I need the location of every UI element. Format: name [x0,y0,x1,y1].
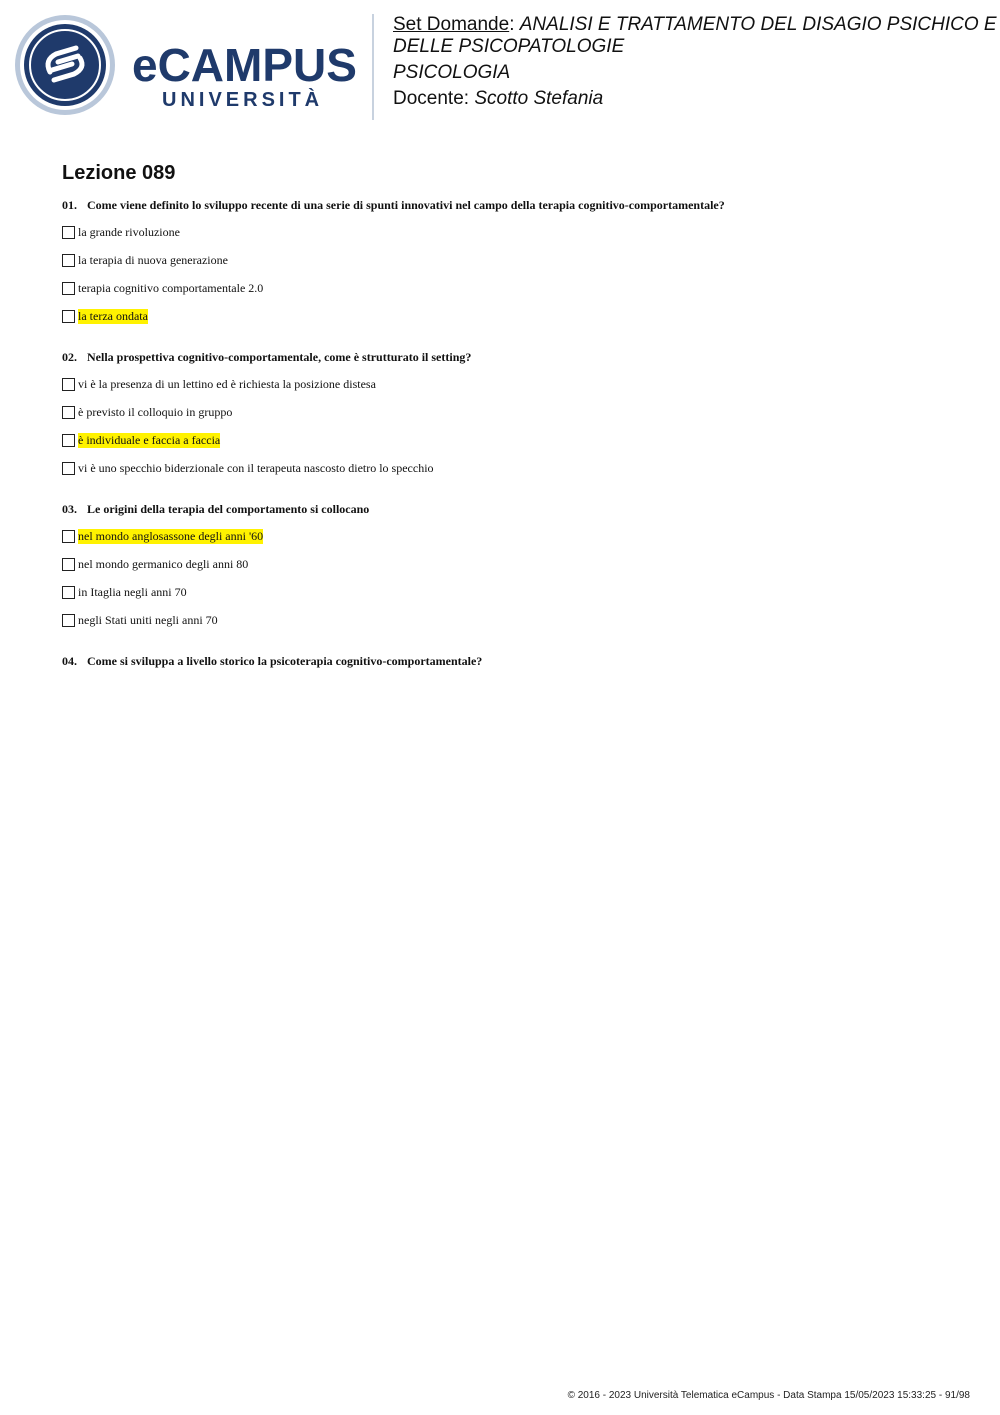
answer-option[interactable] [62,252,982,268]
checkbox[interactable] [62,434,75,447]
question [62,502,982,517]
question [62,198,982,213]
answer-option[interactable] [62,612,982,628]
option-text-highlighted: è individuale e faccia a faccia [78,432,221,447]
option-text: negli Stati uniti negli anni 70 [78,612,218,627]
checkbox[interactable] [62,310,75,323]
checkbox[interactable] [62,282,75,295]
set-separator: : [509,14,520,35]
option-text: la terapia di nuova generazione [78,252,228,267]
answer-option[interactable] [62,404,982,420]
question-number: 02. [62,350,77,364]
answer-option[interactable] [62,376,982,392]
header-divider [372,14,374,120]
option-text-highlighted: la terza ondata [78,308,148,323]
checkbox[interactable] [62,226,75,239]
option-text: è previsto il colloquio in gruppo [78,404,233,419]
teacher-name: Scotto Stefania [474,88,604,109]
ecampus-logo [14,14,359,116]
question-number: 04. [62,654,77,668]
answer-option[interactable] [62,432,982,448]
brand-text: eCAMPUS [132,39,357,91]
option-text: in Itaglia negli anni 70 [78,584,187,599]
option-text: vi è uno specchio biderzionale con il terapeuta nascosto dietro lo specchio [78,460,434,475]
document-header [393,14,1000,110]
question-number: 03. [62,502,77,516]
question-list [62,198,982,669]
option-text: terapia cognitivo comportamentale 2.0 [78,280,264,295]
question-text: Come viene definito lo sviluppo recente di una serie di spunti innovativi nel campo della terapia cognitivo-comportamentale? [87,198,725,212]
answer-option[interactable] [62,280,982,296]
checkbox[interactable] [62,462,75,475]
option-text: nel mondo germanico degli anni 80 [78,556,249,571]
question [62,350,982,365]
page-footer: © 2016 - 2023 Università Telematica eCampus - Data Stampa 15/05/2023 15:33:25 - 91/98 [567,1390,970,1401]
question [62,654,982,669]
checkbox[interactable] [62,586,75,599]
checkbox[interactable] [62,406,75,419]
course-title-line1: ANALISI E TRATTAMENTO DEL DISAGIO PSICHICO E [519,14,997,35]
answer-option[interactable] [62,528,982,544]
answer-option[interactable] [62,556,982,572]
question-number: 01. [62,198,77,212]
checkbox[interactable] [62,378,75,391]
question-text: Nella prospettiva cognitivo-comportamentale, come è strutturato il setting? [87,350,472,364]
course-title-line2: DELLE PSICOPATOLOGIE [393,36,625,57]
checkbox[interactable] [62,254,75,267]
set-title-row [393,14,1000,36]
set-label: Set Domande [393,14,510,35]
checkbox[interactable] [62,558,75,571]
teacher-label: Docente: [393,88,475,109]
question-text: Come si sviluppa a livello storico la psicoterapia cognitivo-comportamentale? [87,654,483,668]
brand-subtitle: UNIVERSITÀ [162,89,324,111]
teacher-row [393,88,1000,110]
option-text: vi è la presenza di un lettino ed è richiesta la posizione distesa [78,376,376,391]
faculty: PSICOLOGIA [393,62,511,83]
lesson-title: Lezione 089 [62,162,176,184]
answer-option[interactable] [62,224,982,240]
checkbox[interactable] [62,614,75,627]
option-text: la grande rivoluzione [78,224,180,239]
option-text-highlighted: nel mondo anglosassone degli anni '60 [78,528,264,543]
question-text: Le origini della terapia del comportamento si collocano [87,502,370,516]
answer-option[interactable] [62,584,982,600]
answer-option[interactable] [62,308,982,324]
checkbox[interactable] [62,530,75,543]
answer-option[interactable] [62,460,982,476]
